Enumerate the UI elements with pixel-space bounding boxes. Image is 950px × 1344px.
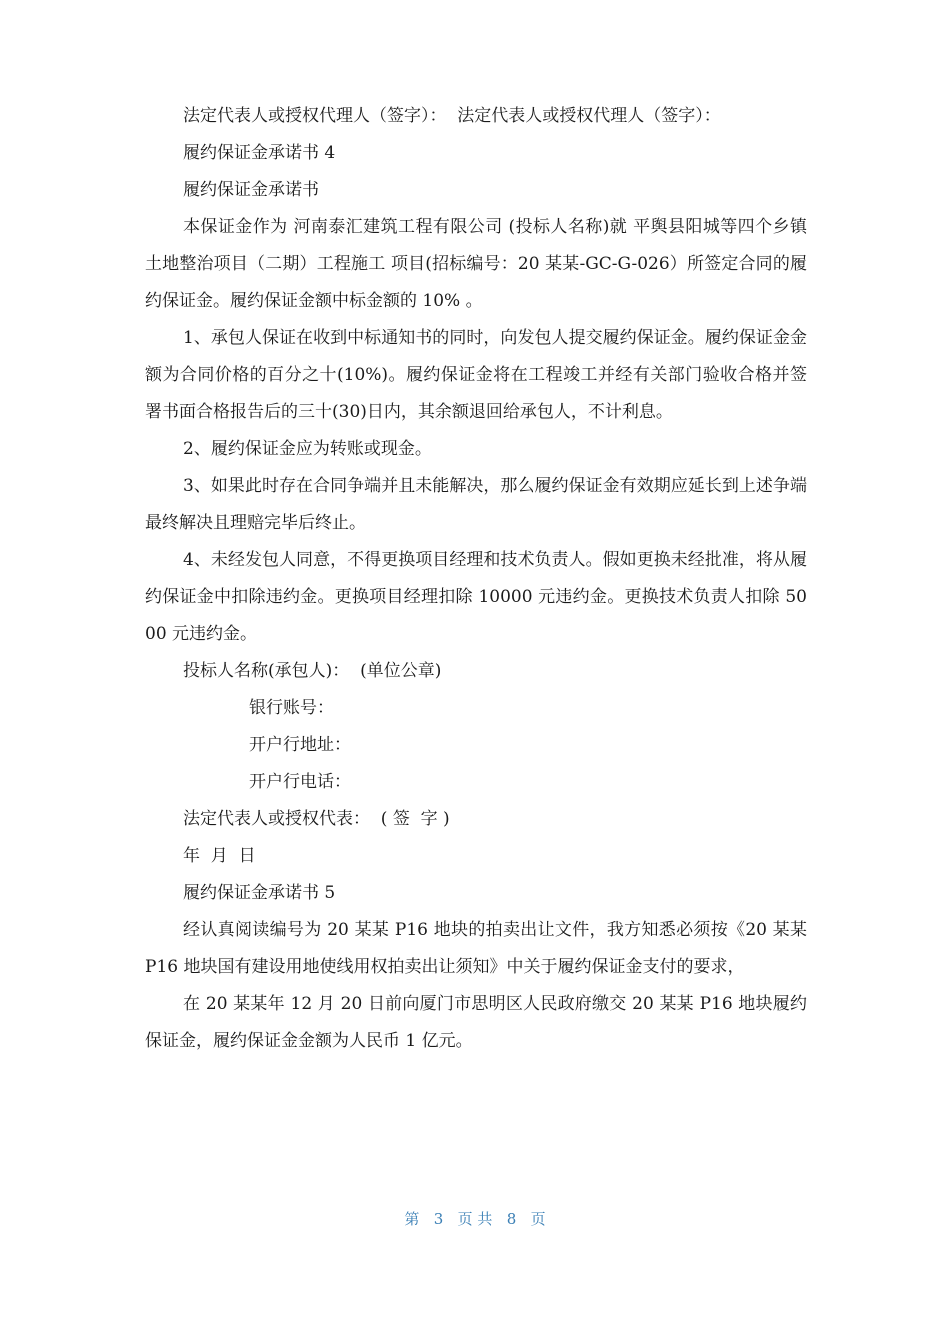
footer-label-end: 页: [530, 1210, 546, 1228]
paragraph-intro: 本保证金作为 河南泰汇建筑工程有限公司 (投标人名称)就 平舆县阳城等四个乡镇土地整治项目（二期）工程施工 项目(招标编号：20 某某-GC-G-026）所签定合同的履约保证金。履约保证金额中标金额的 10% 。: [145, 217, 807, 311]
legal-representative-line: 法定代表人或授权代表： ( 签 字 ): [183, 809, 450, 829]
bank-phone-line: 开户行电话：: [249, 772, 351, 792]
heading-commitment-5: 履约保证金承诺书 5: [183, 883, 336, 903]
page-footer: [0, 1208, 950, 1229]
paragraph-clause-1: 1、承包人保证在收到中标通知书的同时，向发包人提交履约保证金。履约保证金金额为合同价格的百分之十(10%)。履约保证金将在工程竣工并经有关部门验收合格并签署书面合格报告后的三十(30)日内，其余额退回给承包人，不计利息。: [145, 328, 807, 422]
paragraph-clause-4: 4、未经发包人同意，不得更换项目经理和技术负责人。假如更换未经批准，将从履约保证金中扣除违约金。更换项目经理扣除 10000 元违约金。更换技术负责人扣除 5000 元违约金。: [145, 550, 807, 644]
paragraph-auction: 经认真阅读编号为 20 某某 P16 地块的拍卖出让文件，我方知悉必须按《20 某某 P16 地块国有建设用地使线用权拍卖出让须知》中关于履约保证金支付的要求，: [145, 920, 807, 977]
bank-address-line: 开户行地址：: [249, 735, 351, 755]
bidder-name-line: 投标人名称(承包人)： (单位公章): [183, 661, 442, 681]
heading-commitment-4: 履约保证金承诺书 4: [183, 143, 336, 163]
footer-label-page: 第: [404, 1210, 420, 1228]
paragraph-payment: 在 20 某某年 12 月 20 日前向厦门市思明区人民政府缴交 20 某某 P16 地块履约保证金，履约保证金金额为人民币 1 亿元。: [145, 994, 807, 1051]
paragraph-clause-3: 3、如果此时存在合同争端并且未能解决，那么履约保证金有效期应延长到上述争端最终解决且理赔完毕后终止。: [145, 476, 807, 533]
footer-total-pages: 8: [506, 1210, 517, 1228]
paragraph-clause-2: 2、履约保证金应为转账或现金。: [183, 439, 432, 459]
date-line: 年 月 日: [183, 846, 256, 866]
signature-line: 法定代表人或授权代理人（签字）： 法定代表人或授权代理人（签字）：: [183, 106, 721, 126]
footer-label-of: 页 共: [457, 1210, 493, 1228]
heading-commitment: 履约保证金承诺书: [183, 180, 319, 200]
document-body: [145, 98, 807, 1060]
footer-current-page: 3: [433, 1210, 444, 1228]
bank-account-line: 银行账号：: [249, 698, 334, 718]
